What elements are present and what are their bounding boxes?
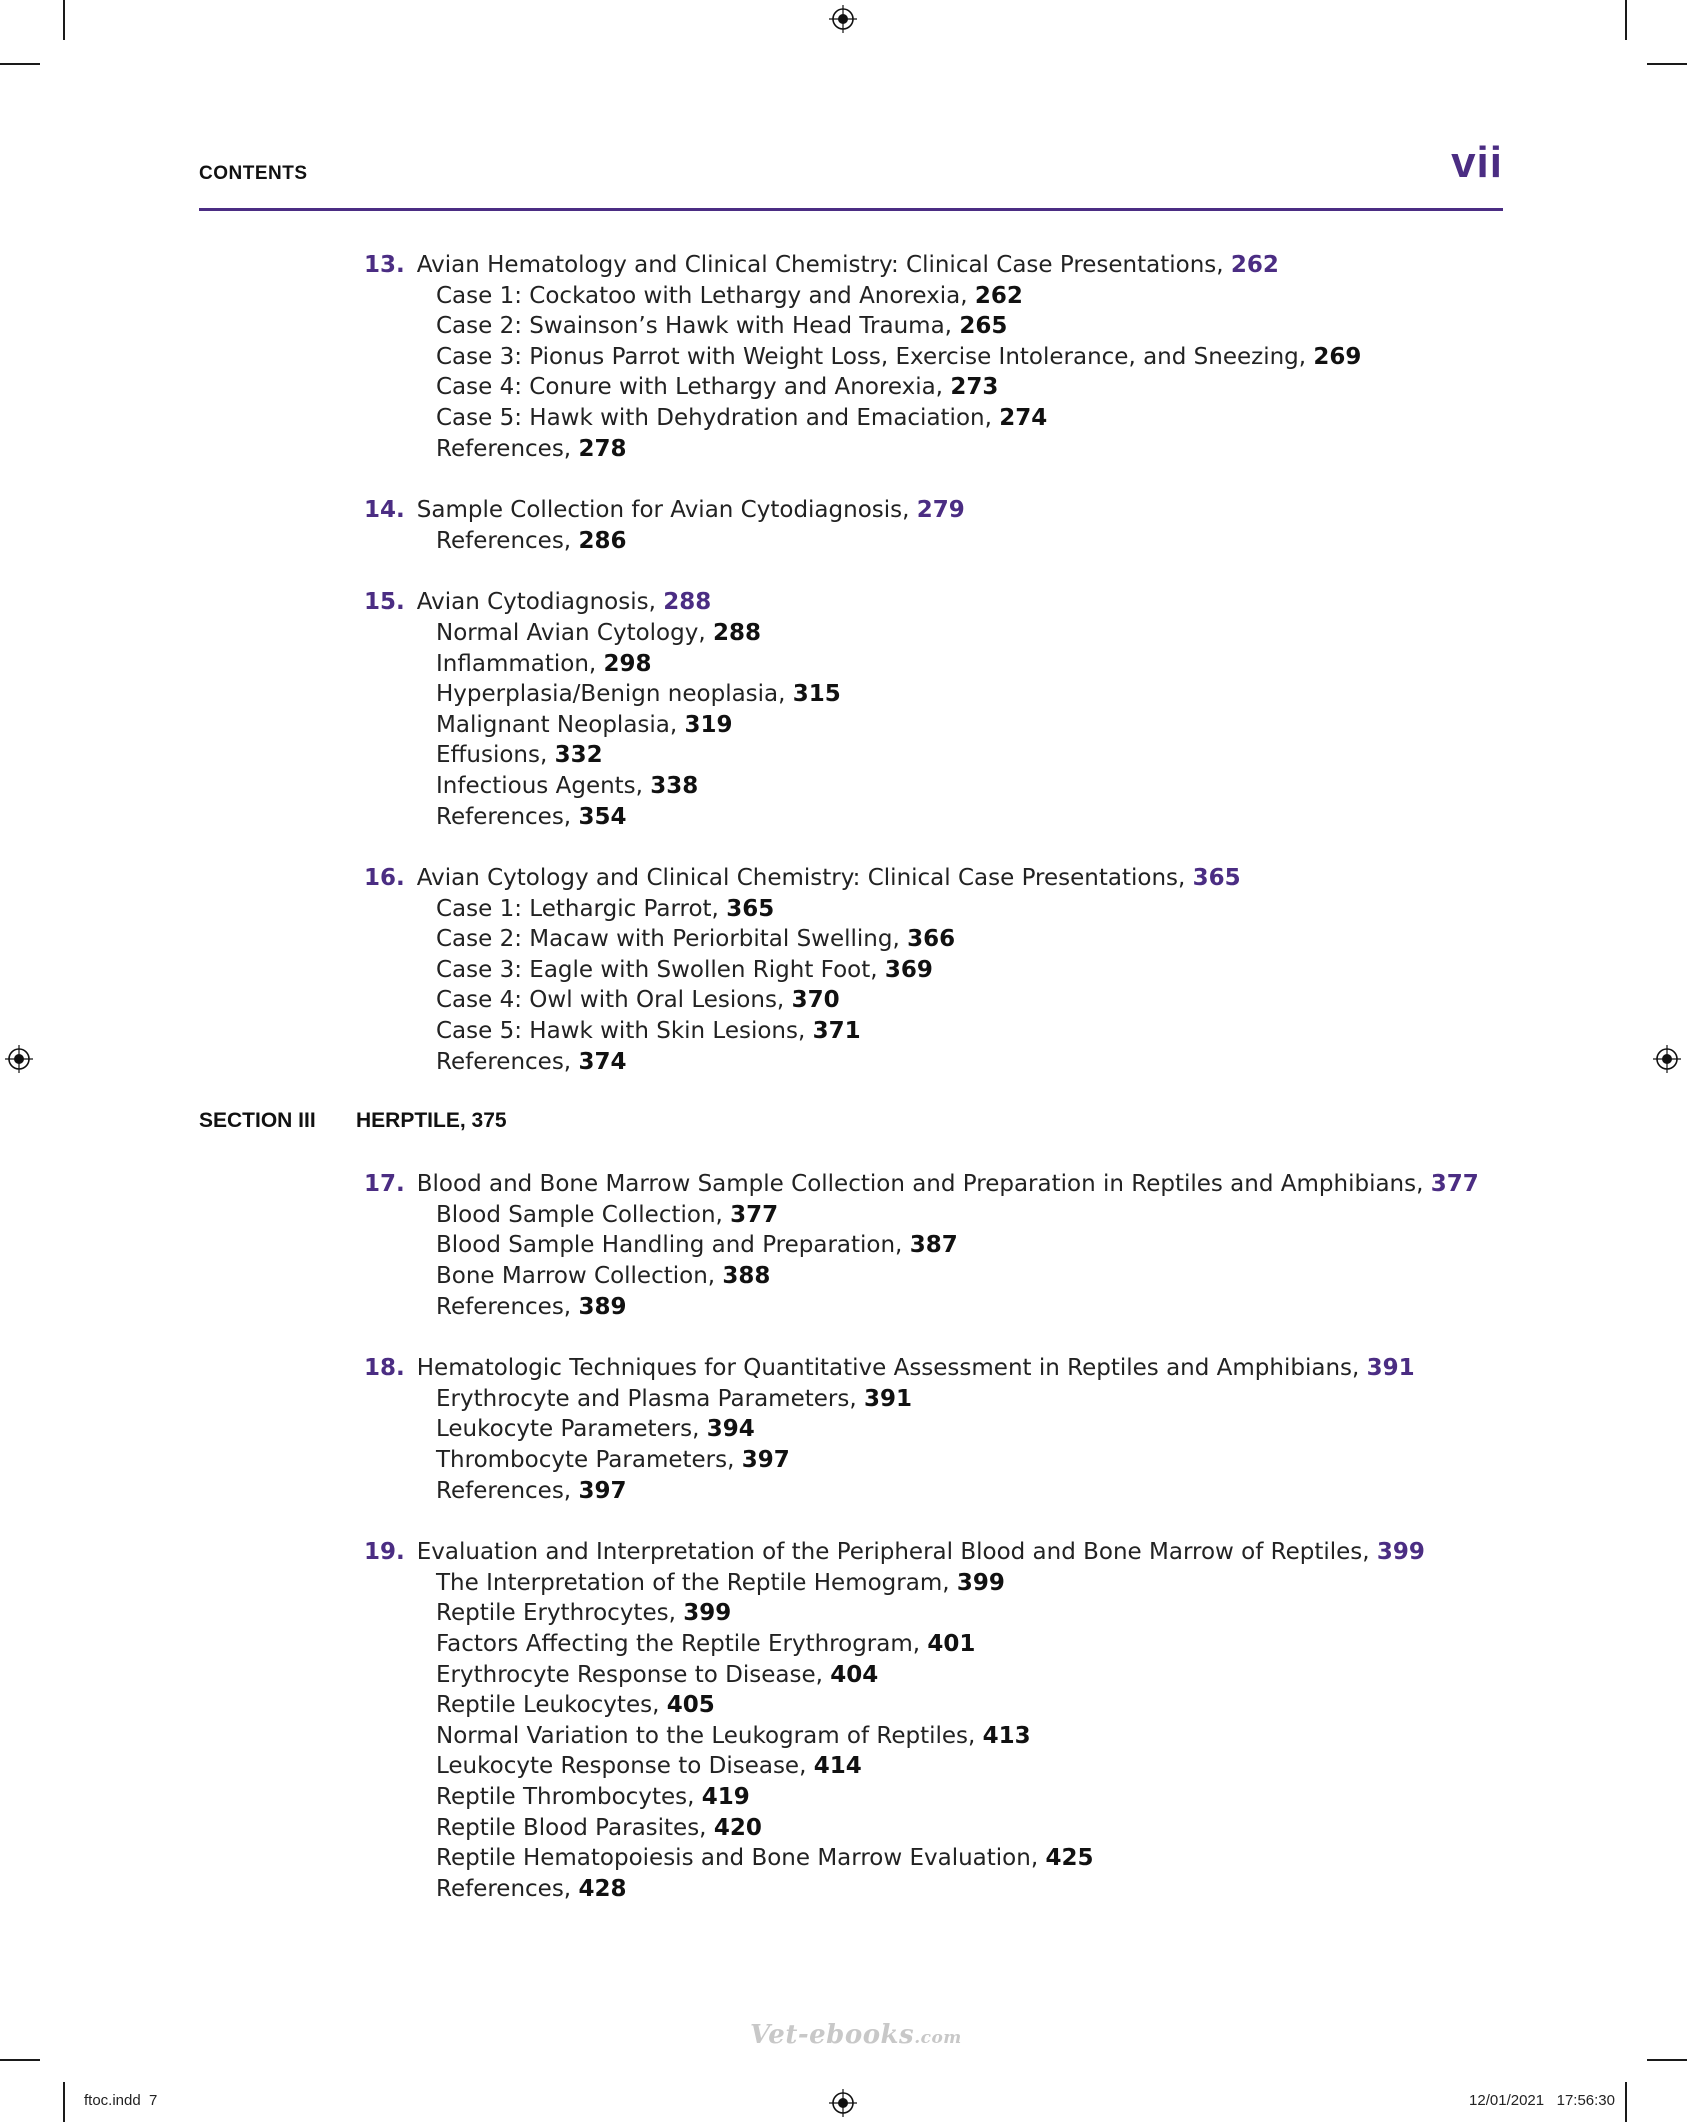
subentry-page: 265 — [959, 313, 1008, 340]
chapter-page: 391 — [1366, 1355, 1415, 1382]
subentry-title: The Interpretation of the Reptile Hemogram, — [436, 1569, 950, 1596]
toc-subentry — [0, 1261, 1687, 1292]
toc-subentry — [0, 924, 1687, 955]
subentry-page: 377 — [730, 1201, 779, 1228]
subentry-title: Case 3: Eagle with Swollen Right Foot, — [436, 956, 878, 983]
subentry-page: 389 — [578, 1293, 627, 1320]
subentry-page: 401 — [927, 1630, 976, 1657]
chapter-number: 17. — [364, 1171, 405, 1198]
toc-subentry — [0, 1813, 1687, 1844]
subentry-page: 388 — [722, 1263, 771, 1290]
chapter-page: 377 — [1430, 1171, 1479, 1198]
watermark-main: Vet-ebooks — [750, 2020, 915, 2050]
toc-subentry — [0, 618, 1687, 649]
subentry-title: Case 1: Cockatoo with Lethargy and Anorexia, — [436, 282, 968, 309]
subentry-page: 269 — [1313, 343, 1362, 370]
toc-subentry — [0, 1200, 1687, 1231]
toc-subentry — [0, 1016, 1687, 1047]
chapter-title: Blood and Bone Marrow Sample Collection and Preparation in Reptiles and Amphibians, — [416, 1171, 1424, 1198]
running-head: CONTENTS — [199, 163, 308, 184]
subentry-title: Thrombocyte Parameters, — [436, 1447, 735, 1473]
subentry-title: Factors Affecting the Reptile Erythrogram, — [436, 1630, 921, 1657]
watermark — [750, 2020, 962, 2050]
subentry-page: 366 — [907, 926, 956, 953]
subentry-page: 298 — [603, 650, 652, 677]
subentry-page: 404 — [830, 1661, 879, 1688]
chapter-entry — [0, 587, 1687, 618]
chapter-number: 18. — [364, 1355, 405, 1382]
toc-subentry — [0, 1721, 1687, 1752]
subentry-page: 425 — [1045, 1845, 1094, 1872]
subentry-title: Case 5: Hawk with Skin Lesions, — [436, 1018, 806, 1045]
subentry-title: Case 2: Macaw with Periorbital Swelling, — [436, 926, 900, 953]
toc-subentry — [0, 1414, 1687, 1445]
slug-timestamp: 12/01/2021 17:56:30 — [1469, 2092, 1615, 2109]
subentry-page: 399 — [683, 1600, 732, 1627]
subentry-page: 338 — [650, 772, 699, 799]
subentry-page: 371 — [812, 1018, 861, 1045]
toc-chapter — [0, 863, 1687, 1077]
subentry-title: Case 5: Hawk with Dehydration and Emaciation, — [436, 404, 992, 431]
subentry-page: 405 — [666, 1692, 715, 1719]
subentry-title: Blood Sample Collection, — [436, 1201, 723, 1228]
chapter-page: 279 — [916, 497, 965, 524]
subentry-title: Malignant Neoplasia, — [436, 711, 678, 738]
crop-mark — [63, 2082, 65, 2122]
subentry-title: Blood Sample Handling and Preparation, — [436, 1232, 903, 1259]
chapter-number: 16. — [364, 865, 405, 892]
chapter-page: 288 — [663, 589, 712, 616]
chapter-entry — [0, 1353, 1687, 1384]
chapter-number: 14. — [364, 497, 405, 524]
chapter-title: Avian Cytology and Clinical Chemistry: Clinical Case Presentations, — [416, 865, 1186, 892]
toc-chapter — [0, 1537, 1687, 1904]
toc-subentry — [0, 1568, 1687, 1599]
subentry-page: 414 — [813, 1753, 862, 1780]
subentry-page: 273 — [950, 374, 999, 401]
subentry-title: References, — [436, 1875, 572, 1902]
crop-mark — [1647, 2059, 1687, 2061]
subentry-title: References, — [436, 435, 572, 462]
registration-mark-icon — [829, 5, 857, 33]
registration-mark-icon — [829, 2089, 857, 2117]
subentry-title: References, — [436, 1293, 572, 1320]
subentry-title: Inflammation, — [436, 650, 597, 677]
toc-subentry — [0, 802, 1687, 833]
subentry-title: Hyperplasia/Benign neoplasia, — [436, 681, 786, 708]
subentry-title: Infectious Agents, — [436, 772, 643, 799]
chapter-page: 262 — [1230, 252, 1279, 278]
chapter-number: 13. — [364, 252, 405, 278]
subentry-page: 354 — [578, 803, 627, 830]
toc-chapter — [0, 587, 1687, 832]
toc-subentry — [0, 1690, 1687, 1721]
subentry-title: Case 3: Pionus Parrot with Weight Loss, Exercise Intolerance, and Sneezing, — [436, 343, 1307, 370]
subentry-page: 319 — [684, 711, 733, 738]
crop-mark — [1647, 63, 1687, 65]
chapter-entry — [0, 1537, 1687, 1568]
crop-mark — [0, 2059, 40, 2061]
subentry-title: Reptile Blood Parasites, — [436, 1814, 707, 1841]
toc-subentry — [0, 1230, 1687, 1261]
chapter-title: Evaluation and Interpretation of the Peripheral Blood and Bone Marrow of Reptiles, — [416, 1539, 1370, 1566]
crop-mark — [1625, 2082, 1627, 2122]
toc-chapter — [0, 495, 1687, 556]
toc-subentry — [0, 1660, 1687, 1691]
chapter-entry — [0, 1169, 1687, 1200]
subentry-title: References, — [436, 1477, 572, 1504]
toc-subentry — [0, 1782, 1687, 1813]
subentry-title: Leukocyte Response to Disease, — [436, 1753, 807, 1780]
toc-subentry — [0, 1843, 1687, 1874]
subentry-title: Case 1: Lethargic Parrot, — [436, 895, 719, 922]
crop-mark — [63, 0, 65, 40]
toc-subentry — [0, 372, 1687, 403]
subentry-title: Leukocyte Parameters, — [436, 1416, 700, 1443]
toc-subentry — [0, 1445, 1687, 1476]
toc-subentry — [0, 1292, 1687, 1323]
chapter-title: Sample Collection for Avian Cytodiagnosis, — [416, 497, 910, 524]
subentry-title: Reptile Thrombocytes, — [436, 1783, 695, 1810]
subentry-page: 278 — [578, 435, 627, 462]
toc-subentry — [0, 1629, 1687, 1660]
toc-subentry — [0, 526, 1687, 557]
toc-subentry — [0, 1598, 1687, 1629]
subentry-page: 370 — [791, 987, 840, 1014]
toc-subentry — [0, 403, 1687, 434]
subentry-title: Case 2: Swainson’s Hawk with Head Trauma, — [436, 313, 952, 340]
subentry-title: References, — [436, 527, 572, 554]
section-title: HERPTILE, 375 — [356, 1109, 507, 1133]
subentry-title: Case 4: Conure with Lethargy and Anorexia, — [436, 374, 943, 401]
chapter-title: Avian Cytodiagnosis, — [416, 589, 656, 616]
subentry-page: 286 — [578, 527, 627, 554]
subentry-page: 397 — [741, 1447, 790, 1473]
subentry-page: 374 — [578, 1048, 627, 1075]
subentry-title: References, — [436, 803, 572, 830]
chapter-group — [0, 1169, 1687, 1904]
subentry-title: Bone Marrow Collection, — [436, 1263, 716, 1290]
subentry-title: Effusions, — [436, 742, 548, 769]
toc-subentry — [0, 649, 1687, 680]
slug-file: ftoc.indd 7 — [84, 2092, 158, 2109]
chapter-entry — [0, 863, 1687, 894]
subentry-page: 419 — [701, 1783, 750, 1810]
subentry-page: 428 — [578, 1875, 627, 1902]
subentry-page: 399 — [956, 1569, 1005, 1596]
chapter-group — [0, 250, 1687, 1077]
subentry-page: 274 — [999, 404, 1048, 431]
chapter-entry — [0, 495, 1687, 526]
page-number: vii — [1451, 138, 1503, 187]
subentry-title: Reptile Hematopoiesis and Bone Marrow Evaluation, — [436, 1845, 1039, 1872]
subentry-title: Erythrocyte and Plasma Parameters, — [436, 1385, 857, 1412]
section-label: SECTION III — [199, 1109, 316, 1133]
chapter-title: Avian Hematology and Clinical Chemistry: Clinical Case Presentations, — [416, 252, 1224, 278]
header-rule — [199, 208, 1503, 211]
toc-subentry — [0, 894, 1687, 925]
subentry-title: Erythrocyte Response to Disease, — [436, 1661, 823, 1688]
toc-subentry — [0, 679, 1687, 710]
chapter-title: Hematologic Techniques for Quantitative Assessment in Reptiles and Amphibians, — [416, 1355, 1360, 1382]
toc-subentry — [0, 1384, 1687, 1415]
toc-subentry — [0, 434, 1687, 465]
subentry-page: 288 — [712, 619, 761, 646]
subentry-page: 391 — [863, 1385, 912, 1412]
watermark-suffix: .com — [914, 2028, 962, 2048]
toc-subentry — [0, 955, 1687, 986]
chapter-entry — [0, 250, 1687, 281]
toc-subentry — [0, 1874, 1687, 1905]
toc-subentry — [0, 311, 1687, 342]
chapter-number: 19. — [364, 1539, 405, 1566]
toc-chapter — [0, 250, 1687, 464]
subentry-title: Reptile Leukocytes, — [436, 1692, 660, 1719]
chapter-page: 365 — [1192, 865, 1241, 892]
toc-subentry — [0, 771, 1687, 802]
chapter-number: 15. — [364, 589, 405, 616]
subentry-page: 394 — [706, 1416, 755, 1443]
subentry-title: Case 4: Owl with Oral Lesions, — [436, 987, 785, 1014]
subentry-page: 387 — [909, 1232, 958, 1259]
toc-chapter — [0, 1169, 1687, 1322]
subentry-page: 332 — [554, 742, 603, 769]
toc-subentry — [0, 985, 1687, 1016]
table-of-contents — [0, 250, 1687, 1935]
crop-mark — [1625, 0, 1627, 40]
toc-chapter — [0, 1353, 1687, 1506]
subentry-page: 365 — [726, 895, 775, 922]
section-heading — [0, 1109, 1687, 1139]
toc-subentry — [0, 740, 1687, 771]
subentry-title: Normal Variation to the Leukogram of Reptiles, — [436, 1722, 976, 1749]
subentry-title: Reptile Erythrocytes, — [436, 1600, 676, 1627]
subentry-title: Normal Avian Cytology, — [436, 619, 706, 646]
toc-subentry — [0, 710, 1687, 741]
subentry-page: 420 — [713, 1814, 762, 1841]
toc-subentry — [0, 1751, 1687, 1782]
subentry-page: 397 — [578, 1477, 627, 1504]
subentry-page: 262 — [974, 282, 1023, 309]
chapter-page: 399 — [1376, 1539, 1425, 1566]
subentry-page: 369 — [884, 956, 933, 983]
toc-subentry — [0, 342, 1687, 373]
toc-subentry — [0, 1047, 1687, 1078]
toc-subentry — [0, 281, 1687, 312]
crop-mark — [0, 63, 40, 65]
subentry-title: References, — [436, 1048, 572, 1075]
toc-subentry — [0, 1476, 1687, 1507]
subentry-page: 315 — [792, 681, 841, 708]
subentry-page: 413 — [982, 1722, 1031, 1749]
